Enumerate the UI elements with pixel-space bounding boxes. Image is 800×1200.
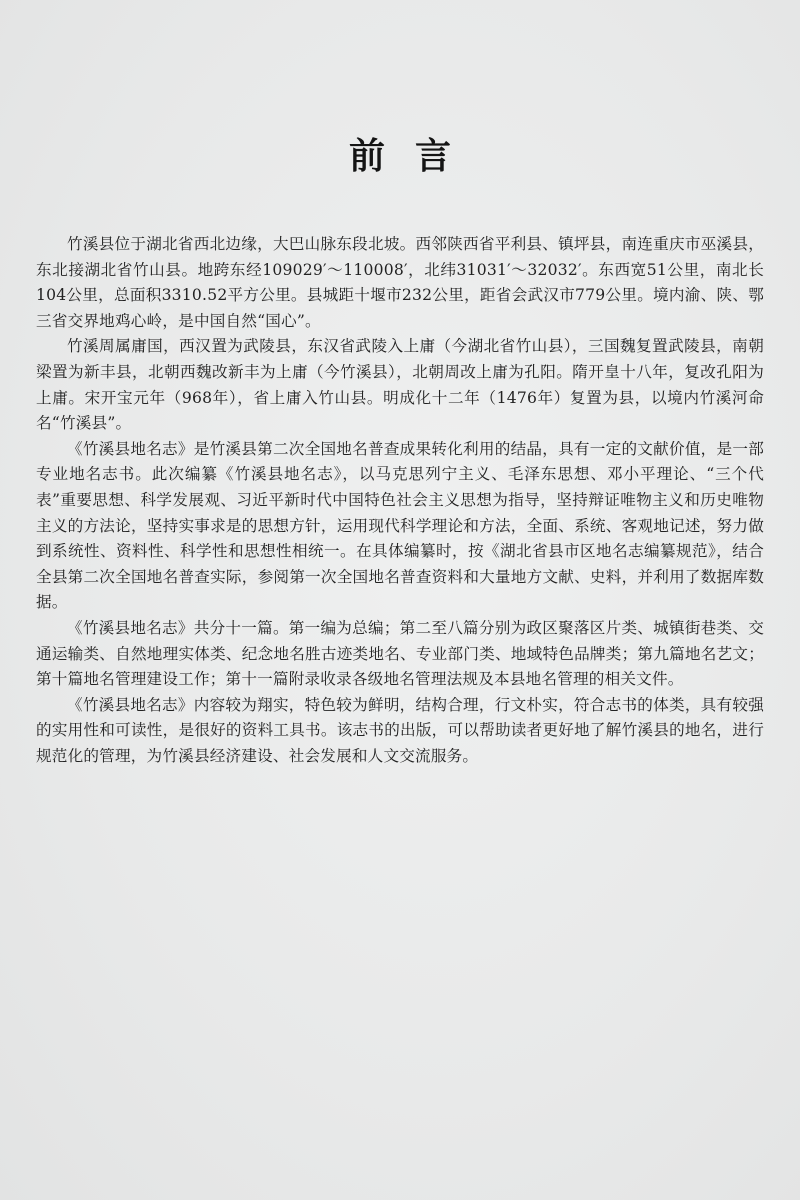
page-title: 前言 xyxy=(348,135,481,177)
paragraph-location: 竹溪县位于湖北省西北边缘，大巴山脉东段北坡。西邻陕西省平利县、镇坪县，南连重庆市巫溪县，东北接湖北省竹山县。地跨东经109029′～110008′，北纬31031′～32032′。东西宽51公里，南北长104公里，总面积3310.52平方公里。县城距十堰市232公里，距省会武汉市779公里。境内渝、陕、鄂三省交界地鸡心岭，是中国自然“国心”。 xyxy=(36,235,764,330)
paragraph-purpose: 《竹溪县地名志》内容较为翔实，特色较为鲜明，结构合理，行文朴实，符合志书的体类，具有较强的实用性和可读性，是很好的资料工具书。该志书的出版，可以帮助读者更好地了解竹溪县的地名，进行规范化的管理，为竹溪县经济建设、社会发展和人文交流服务。 xyxy=(36,695,764,765)
paragraph-compilation: 《竹溪县地名志》是竹溪县第二次全国地名普查成果转化利用的结晶，具有一定的文献价值，是一部专业地名志书。此次编纂《竹溪县地名志》，以马克思列宁主义、毛泽东思想、邓小平理论、“三个代表”重要思想、科学发展观、习近平新时代中国特色社会主义思想为指导，坚持辩证唯物主义和历史唯物主义的方法论，坚持实事求是的思想方针，运用现代科学理论和方法，全面、系统、客观地记述，努力做到系统性、资料性、科学性和思想性相统一。在具体编纂时，按《湖北省县市区地名志编纂规范》，结合全县第二次全国地名普查实际，参阅第一次全国地名普查资料和大量地方文献、史料，并利用了数据库数据。 xyxy=(36,439,764,612)
paragraph-history: 竹溪周属庸国，西汉置为武陵县，东汉省武陵入上庸（今湖北省竹山县），三国魏复置武陵县，南朝梁置为新丰县，北朝西魏改新丰为上庸（今竹溪县），北朝周改上庸为孔阳。隋开皇十八年，复改孔阳为上庸。宋开宝元年（968年），省上庸入竹山县。明成化十二年（1476年）复置为县，以境内竹溪河命名“竹溪县”。 xyxy=(36,337,764,433)
paragraph-structure: 《竹溪县地名志》共分十一篇。第一编为总编；第二至八篇分别为政区聚落区片类、城镇街巷类、交通运输类、自然地理实体类、纪念地名胜古迹类地名、专业部门类、地域特色品牌类；第九篇地名艺文；第十篇地名管理建设工作；第十一篇附录收录各级地名管理法规及本县地名管理的相关文件。 xyxy=(36,618,764,689)
body-text xyxy=(36,232,764,769)
